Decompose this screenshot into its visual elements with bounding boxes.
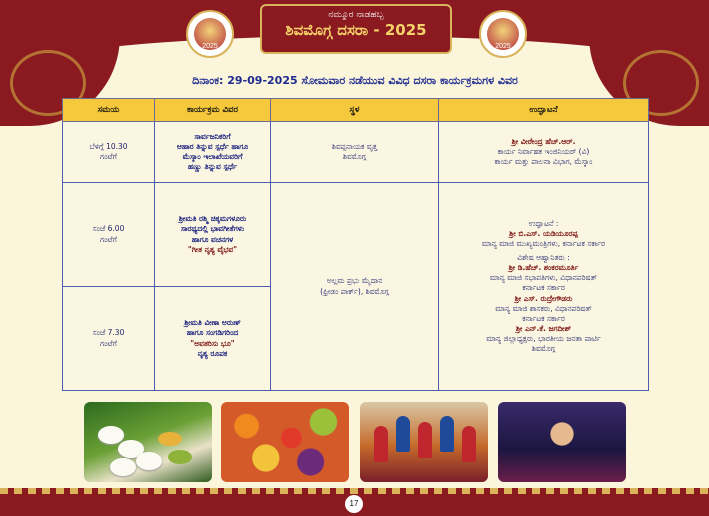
food-idli-photo xyxy=(84,402,212,482)
dasara-emblem-icon xyxy=(487,18,519,50)
schedule-table xyxy=(62,98,649,391)
inauguration-cell xyxy=(439,122,649,183)
singer-photo xyxy=(498,402,626,482)
header-venue: ಸ್ಥಳ xyxy=(271,99,439,122)
inauguration-label: ಉದ್ಘಾಟನೆ : xyxy=(528,218,559,228)
guest-role: ಮಾನ್ಯ ಮಾಜಿ ಶಾಸಕರು, ವಿಧಾನಪರಿಷತ್ xyxy=(495,303,592,313)
program-text: ಸಾರ್ವಜನಿಕರಿಗೆ xyxy=(194,131,231,141)
inaugurator-name: ಶ್ರೀ ವೀರೇಂದ್ರ ಹೆಚ್.ಆರ್. xyxy=(511,136,576,146)
venue-text: ಶಿವಮೊಗ್ಗ xyxy=(342,152,367,161)
header-inauguration: ಉದ್ಘಾಟನೆ xyxy=(439,99,649,122)
inaugurator-role: ಕಾರ್ಯ ನಿರ್ವಾಹಕ ಇಂಜಿನಿಯರ್ (ವಿ) xyxy=(497,146,590,156)
program-title: "ಗೀತ ನೃತ್ಯ ವೈಭವ" xyxy=(187,244,238,254)
time-text: ಗಂಟೆಗೆ xyxy=(100,338,117,348)
program-text: ಹಣ್ಣು ತಿನ್ನುವ ಸ್ಪರ್ಧೆ xyxy=(187,162,238,172)
logo-year: 2025 xyxy=(202,43,218,50)
inaugurator-role: ಮಾನ್ಯ ಮಾಜಿ ಮುಖ್ಯಮಂತ್ರಿಗಳು, ಕರ್ನಾಟಕ ಸರ್ಕಾರ xyxy=(481,238,606,248)
dasara-logo-right xyxy=(479,10,527,58)
program-text: ಶ್ರೀಮತಿ ವೀಣಾ ಅರುಣ್ xyxy=(184,318,241,328)
time-text: ಗಂಟೆಗೆ xyxy=(100,234,117,244)
program-text: ಸಾರಥ್ಯದಲ್ಲಿ ಭಾವಗೀತೆಗಳು xyxy=(180,224,245,234)
time-text: ಸಂಜೆ 6.00 xyxy=(92,224,125,234)
time-cell xyxy=(63,122,155,183)
time-cell xyxy=(63,183,155,287)
program-text: ಹಾಗೂ ಸಂಗಡಿಗರಿಂದ xyxy=(186,328,239,338)
fruits-photo xyxy=(221,402,349,482)
guest-role: ಕರ್ನಾಟಕ ಸರ್ಕಾರ xyxy=(522,313,565,323)
dasara-logo-left xyxy=(186,10,234,58)
program-text: ಹಾಗೂ ವಚನಗಳ xyxy=(191,234,234,244)
special-guests-label: ವಿಶೇಷ ಆಹ್ವಾನಿತರು : xyxy=(517,253,570,263)
footer-band xyxy=(0,488,709,516)
program-text: ಶ್ರೀಮತಿ ರಶ್ಮಿ ಚಿಕ್ಕಮಗಳೂರು xyxy=(178,214,247,224)
venue-text: (ಫ್ರೀಡಂ ಪಾರ್ಕ್), ಶಿವಮೊಗ್ಗ xyxy=(320,286,389,296)
program-text: ನೃತ್ಯ ರೂಪಕ xyxy=(197,348,228,358)
time-text: ಗಂಟೆಗೆ xyxy=(100,152,117,161)
guest-role: ಮಾನ್ಯ ಮಾಜಿ ಸಭಾಪತಿಗಳು, ವಿಧಾನಪರಿಷತ್ xyxy=(489,273,598,283)
title-plate xyxy=(260,4,452,54)
time-cell xyxy=(63,287,155,391)
guest-role: ಶಿವಮೊಗ್ಗ xyxy=(531,344,556,354)
guest-name: ಶ್ರೀ ಎನ್.ಕೆ. ಜಗದೀಶ್ xyxy=(515,323,572,333)
table-row xyxy=(63,122,649,183)
header-program: ಕಾರ್ಯಕ್ರಮ ವಿವರ xyxy=(155,99,271,122)
venue-cell xyxy=(271,122,439,183)
guest-name: ಶ್ರೀ ಎಸ್. ರುದ್ರೇಗೌಡರು xyxy=(514,293,573,303)
time-text: ಬೆಳಿಗ್ಗೆ 10.30 xyxy=(89,141,128,151)
table-header-row xyxy=(63,99,649,122)
page-number: 17 xyxy=(345,495,363,513)
program-text: ಮೆಸ್ಕಾಂ ಇಲಾಖೆಯವರಿಗೆ xyxy=(182,152,243,161)
program-text: ಆಹಾರ ತಿನ್ನುವ ಸ್ಪರ್ಧೆ ಹಾಗೂ xyxy=(176,141,249,151)
header-time: ಸಮಯ xyxy=(63,99,155,122)
program-cell xyxy=(155,287,271,391)
guest-role: ಮಾನ್ಯ ಜಿಲ್ಲಾಧ್ಯಕ್ಷರು, ಭಾರತೀಯ ಜನತಾ ಪಾರ್ಟಿ xyxy=(486,334,601,344)
dasara-emblem-icon xyxy=(194,18,226,50)
festival-title: ಶಿವಮೊಗ್ಗ ದಸರಾ - 2025 xyxy=(285,21,427,39)
time-text: ಸಂಜೆ 7.30 xyxy=(92,328,125,338)
shared-venue-cell xyxy=(271,183,439,391)
venue-text: ಅಲ್ಲಮ ಪ್ರಭು ಮೈದಾನ xyxy=(326,276,383,286)
photo-strip xyxy=(0,402,709,484)
guest-name: ಶ್ರೀ ಡಿ.ಹೆಚ್. ಶಂಕರಮೂರ್ತಿ xyxy=(508,263,579,273)
inaugurator-role: ಕಾರ್ಯ ಮತ್ತು ಪಾಲನಾ ವಿಭಾಗ, ಮೆಸ್ಕಾಂ xyxy=(494,157,593,167)
footer-ornament xyxy=(0,488,709,494)
program-cell xyxy=(155,122,271,183)
shared-inauguration-cell xyxy=(439,183,649,391)
venue-text: ಶಿವಪ್ಪನಾಯಕ ವೃತ್ತ xyxy=(331,141,378,151)
schedule-subtitle: ದಿನಾಂಕ: 29-09-2025 ಸೋಮವಾರ ನಡೆಯುವ ವಿವಿಧ ದಸರಾ ಕಾರ್ಯಕ್ರಮಗಳ ವಿವರ xyxy=(192,74,518,87)
logo-year: 2025 xyxy=(495,43,511,50)
festival-tagline: ನಮ್ಮೂರ ನಾಡಹಬ್ಬ xyxy=(328,10,384,20)
guest-role: ಕರ್ನಾಟಕ ಸರ್ಕಾರ xyxy=(522,283,565,293)
dancers-photo xyxy=(360,402,488,482)
program-title: "ಅವತರಿಸು ಭೂ" xyxy=(190,338,235,348)
table-row xyxy=(63,183,649,287)
inaugurator-name: ಶ್ರೀ ಬಿ.ಎಸ್. ಯಡಿಯೂರಪ್ಪ xyxy=(509,228,578,238)
program-cell xyxy=(155,183,271,287)
